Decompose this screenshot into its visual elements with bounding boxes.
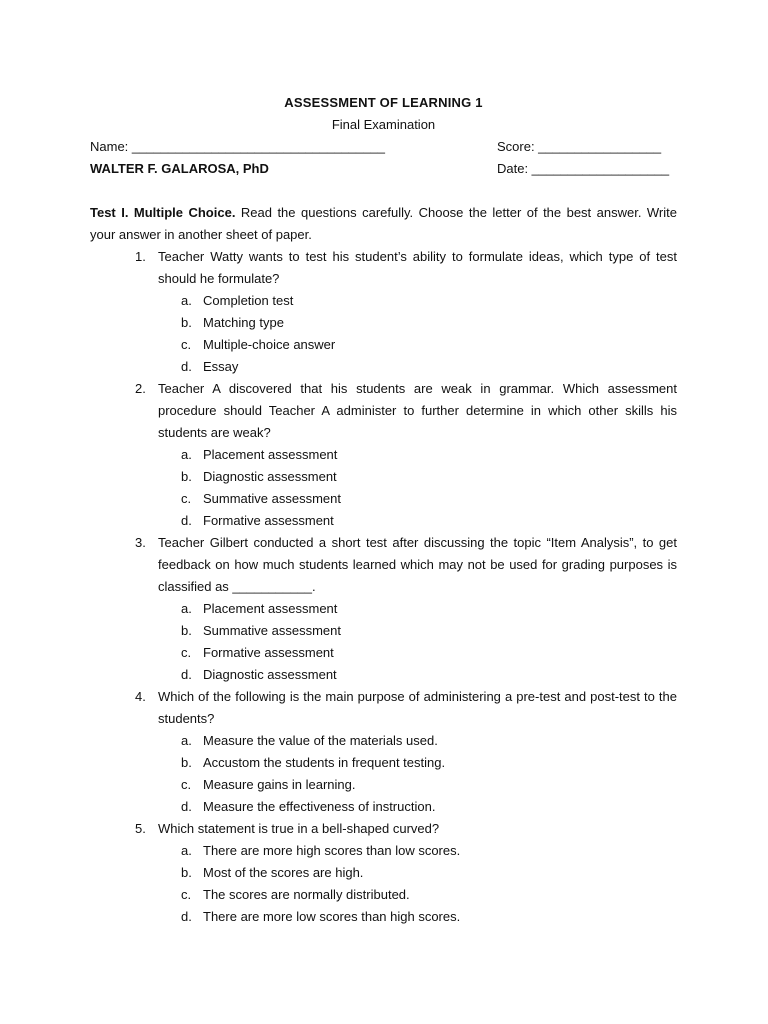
choice-letter: b. (181, 755, 192, 770)
choice-item (90, 664, 677, 686)
choice-list (90, 444, 677, 532)
choice-item (90, 444, 677, 466)
choice-text: Multiple-choice answer (203, 337, 336, 352)
question-item (90, 532, 677, 686)
test-heading: Test I. Multiple Choice. (90, 205, 236, 220)
choice-letter: d. (181, 799, 192, 814)
choice-text: The scores are normally distributed. (203, 887, 410, 902)
test-instructions (90, 202, 677, 246)
question-item (90, 378, 677, 532)
choice-item (90, 862, 677, 884)
choice-letter: b. (181, 623, 192, 638)
question-text: Teacher A discovered that his students are weak in grammar. Which assessment procedure should Teacher A administer to further determine in which other skills his students are weak? (158, 381, 677, 440)
choice-text: Accustom the students in frequent testing. (203, 755, 446, 770)
question-item (90, 686, 677, 818)
document-title: ASSESSMENT OF LEARNING 1 (284, 95, 483, 110)
choice-item (90, 752, 677, 774)
choice-letter: c. (181, 887, 192, 902)
choice-letter: d. (181, 513, 192, 528)
question (90, 532, 677, 598)
choice-list (90, 598, 677, 686)
choice-letter: d. (181, 667, 192, 682)
choice-text: Measure the effectiveness of instruction. (203, 799, 436, 814)
choice-item (90, 290, 677, 312)
choice-letter: b. (181, 315, 192, 330)
choice-text: Measure the value of the materials used. (203, 733, 438, 748)
question-number: 5. (135, 821, 146, 836)
choice-letter: a. (181, 601, 192, 616)
score-field-label: Score: _________________ (497, 139, 662, 154)
document-subtitle: Final Examination (331, 117, 436, 132)
choice-text: Most of the scores are high. (203, 865, 364, 880)
choice-list (90, 290, 677, 378)
choice-letter: a. (181, 447, 192, 462)
choice-item (90, 796, 677, 818)
name-score-row (90, 136, 677, 158)
choice-letter: d. (181, 359, 192, 374)
question (90, 378, 677, 444)
choice-text: Measure gains in learning. (203, 777, 356, 792)
question-text: Which statement is true in a bell-shaped curved? (158, 821, 440, 836)
instructor-date-row (90, 158, 677, 180)
choice-text: There are more low scores than high scores. (203, 909, 461, 924)
choice-list (90, 730, 677, 818)
question-text: Teacher Gilbert conducted a short test after discussing the topic “Item Analysis”, to get feedback on how much students learned which may not be used for grading purposes is classified as ___________. (158, 535, 677, 594)
date-field-label: Date: ___________________ (497, 161, 670, 176)
choice-item (90, 356, 677, 378)
choice-letter: a. (181, 293, 192, 308)
exam-page (90, 92, 677, 928)
choice-text: There are more high scores than low scores. (203, 843, 461, 858)
choice-item (90, 312, 677, 334)
choice-text: Diagnostic assessment (203, 667, 337, 682)
question-number: 2. (135, 381, 146, 396)
choice-letter: c. (181, 337, 192, 352)
choice-text: Diagnostic assessment (203, 469, 337, 484)
choice-item (90, 906, 677, 928)
choice-text: Formative assessment (203, 513, 334, 528)
choice-item (90, 334, 677, 356)
choice-item (90, 774, 677, 796)
choice-item (90, 642, 677, 664)
instructions-text: Read the questions carefully. Choose the letter of the best answer. Write your answer in another sheet of paper. (90, 205, 677, 242)
choice-letter: c. (181, 645, 192, 660)
question-item (90, 246, 677, 378)
choice-item (90, 466, 677, 488)
choice-item (90, 730, 677, 752)
choice-letter: b. (181, 469, 192, 484)
choice-letter: a. (181, 843, 192, 858)
choice-item (90, 840, 677, 862)
question-text: Which of the following is the main purpose of administering a pre-test and post-test to the students? (158, 689, 677, 726)
name-field-label: Name: ___________________________________ (90, 139, 385, 154)
choice-item (90, 598, 677, 620)
question-list (90, 246, 677, 928)
question (90, 246, 677, 290)
choice-text: Formative assessment (203, 645, 334, 660)
choice-text: Placement assessment (203, 447, 338, 462)
choice-item (90, 488, 677, 510)
choice-text: Summative assessment (203, 623, 341, 638)
choice-letter: c. (181, 491, 192, 506)
choice-item (90, 884, 677, 906)
question (90, 818, 677, 840)
choice-text: Completion test (203, 293, 294, 308)
choice-list (90, 840, 677, 928)
question-number: 3. (135, 535, 146, 550)
question (90, 686, 677, 730)
question-item (90, 818, 677, 928)
choice-letter: c. (181, 777, 192, 792)
choice-letter: a. (181, 733, 192, 748)
choice-letter: b. (181, 865, 192, 880)
question-number: 4. (135, 689, 146, 704)
instructor-name: WALTER F. GALAROSA, PhD (90, 161, 269, 176)
question-number: 1. (135, 249, 146, 264)
choice-text: Matching type (203, 315, 284, 330)
choice-item (90, 620, 677, 642)
choice-letter: d. (181, 909, 192, 924)
choice-text: Summative assessment (203, 491, 341, 506)
question-text: Teacher Watty wants to test his student’s ability to formulate ideas, which type of test should he formulate? (158, 249, 677, 286)
choice-text: Essay (203, 359, 239, 374)
choice-text: Placement assessment (203, 601, 338, 616)
choice-item (90, 510, 677, 532)
